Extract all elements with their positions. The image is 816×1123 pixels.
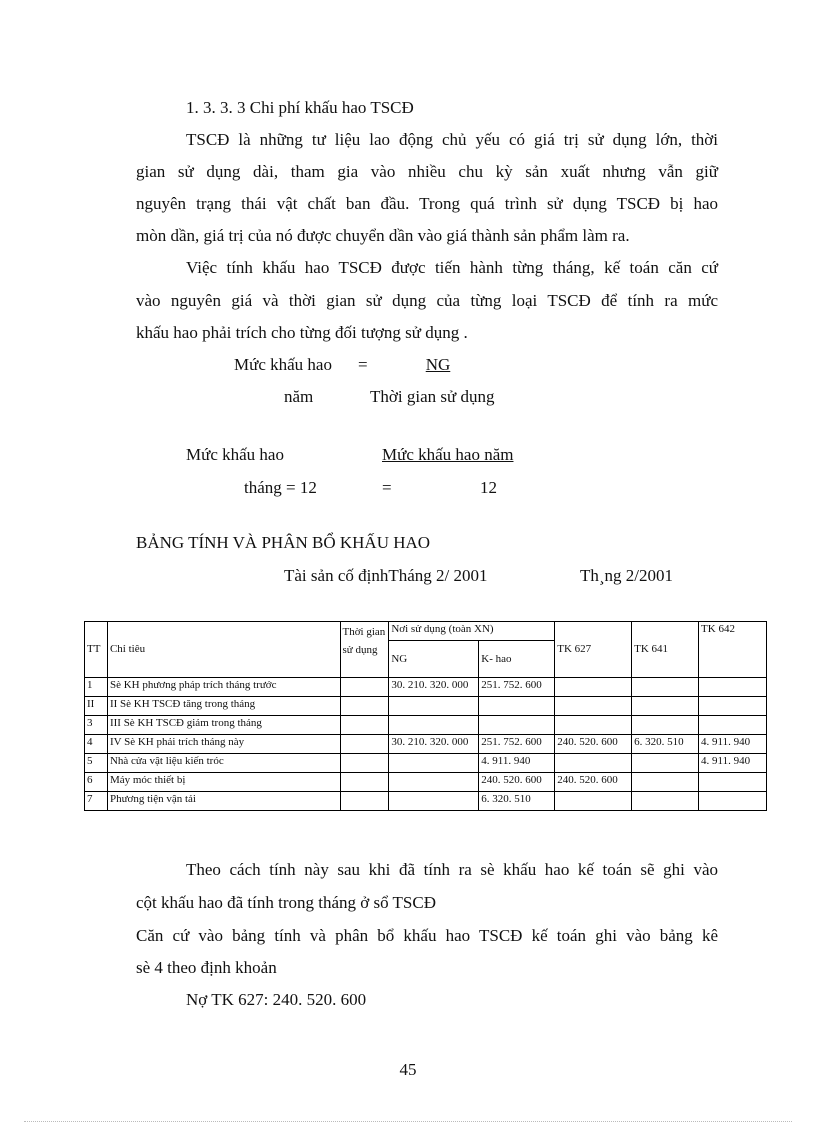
header-tk642: TK 642 <box>699 622 767 678</box>
formula2-denominator: 12 <box>480 478 497 497</box>
table-row <box>85 754 767 773</box>
section-heading: 1. 3. 3. 3 Chi phí khấu hao TSCĐ <box>186 98 414 117</box>
paragraph4-line2: sè 4 theo định khoản <box>136 958 277 977</box>
formula2-label: Mức khấu hao <box>186 445 284 464</box>
formula1-label: Mức khấu hao <box>234 355 332 374</box>
cell-tt: 5 <box>85 754 108 773</box>
cell-chitieu: Máy móc thiết bị <box>107 773 340 792</box>
cell-tk627: 240. 520. 600 <box>555 735 632 754</box>
table-subtitle-date: Th¸ng 2/2001 <box>580 566 674 585</box>
cell-thoigian <box>340 678 389 697</box>
cell-chitieu: III Sè KH TSCĐ giảm trong tháng <box>107 716 340 735</box>
paragraph4-line1: Căn cứ vào bảng tính và phân bổ khấu hao TSCĐ kế toán ghi vào bảng kê <box>136 926 718 945</box>
table-row <box>85 697 767 716</box>
header-khao: K- hao <box>479 641 555 678</box>
table-row <box>85 735 767 754</box>
paragraph2-line3: khấu hao phải trích cho từng đối tượng sử dụng . <box>136 323 468 342</box>
cell-thoigian <box>340 792 389 811</box>
cell-tt: 1 <box>85 678 108 697</box>
cell-tk627 <box>555 716 632 735</box>
cell-ng: 30. 210. 320. 000 <box>389 678 479 697</box>
header-thoigian: Thời gian sử dụng <box>340 622 389 678</box>
cell-tk641 <box>632 678 699 697</box>
cell-tk642 <box>699 697 767 716</box>
header-tk641: TK 641 <box>632 622 699 678</box>
cell-tt: 7 <box>85 792 108 811</box>
formula2-label2: tháng = 12 <box>244 478 317 497</box>
formula1-label2: năm <box>284 387 314 406</box>
cell-tt: 3 <box>85 716 108 735</box>
depreciation-table <box>84 621 767 811</box>
cell-ng <box>389 773 479 792</box>
cell-chitieu: Nhà cửa vật liệu kiến tróc <box>107 754 340 773</box>
cell-chitieu: Sè KH phương pháp trích tháng trước <box>107 678 340 697</box>
cell-khao: 4. 911. 940 <box>479 754 555 773</box>
cell-tk642 <box>699 773 767 792</box>
cell-khao: 240. 520. 600 <box>479 773 555 792</box>
cell-ng <box>389 716 479 735</box>
cell-ng <box>389 697 479 716</box>
paragraph3-line2: cột khấu hao đã tính trong tháng ở sổ TSCĐ <box>136 893 437 912</box>
accounting-entry: Nợ TK 627: 240. 520. 600 <box>186 990 367 1009</box>
paragraph1-line4: mòn dần, giá trị của nó được chuyển dần vào giá thành sản phẩm làm ra. <box>136 226 630 245</box>
header-tt: TT <box>85 622 108 678</box>
table-row <box>85 678 767 697</box>
cell-tk641 <box>632 773 699 792</box>
cell-thoigian <box>340 697 389 716</box>
table-header-row-1 <box>85 622 767 641</box>
cell-khao <box>479 697 555 716</box>
cell-chitieu: II Sè KH TSCĐ tăng trong tháng <box>107 697 340 716</box>
cell-thoigian <box>340 773 389 792</box>
paragraph3-line1: Theo cách tính này sau khi đã tính ra sè khấu hao kế toán sẽ ghi vào <box>186 860 718 879</box>
cell-tk627 <box>555 697 632 716</box>
cell-thoigian <box>340 735 389 754</box>
formula1-numerator: NG <box>425 355 451 374</box>
cell-tk641 <box>632 716 699 735</box>
formula2-equals: = <box>382 478 392 497</box>
paragraph1-line3: nguyên trạng thái vật chất ban đầu. Trong quá trình sử dụng TSCĐ bị hao <box>136 194 718 213</box>
header-tk627: TK 627 <box>555 622 632 678</box>
cell-tk642: 4. 911. 940 <box>699 754 767 773</box>
cell-tk642 <box>699 792 767 811</box>
cell-thoigian <box>340 716 389 735</box>
cell-khao: 251. 752. 600 <box>479 735 555 754</box>
header-chitieu: Chỉ tiêu <box>107 622 340 678</box>
cell-tt: 4 <box>85 735 108 754</box>
table-row <box>85 792 767 811</box>
cell-tt: II <box>85 697 108 716</box>
cell-tk627 <box>555 754 632 773</box>
cell-tk642: 4. 911. 940 <box>699 735 767 754</box>
page-number: 45 <box>399 1060 417 1079</box>
cell-ng: 30. 210. 320. 000 <box>389 735 479 754</box>
formula1-equals: = <box>358 355 368 374</box>
paragraph2-line2: vào nguyên giá và thời gian sử dụng của từng loại TSCĐ để tính ra mức <box>136 291 718 310</box>
cell-tk641 <box>632 754 699 773</box>
cell-ng <box>389 792 479 811</box>
cell-khao: 6. 320. 510 <box>479 792 555 811</box>
cell-chitieu: IV Sè KH phải trích tháng này <box>107 735 340 754</box>
header-noisudung: Nơi sử dụng (toàn XN) <box>389 622 555 641</box>
cell-tk642 <box>699 716 767 735</box>
cell-tk627: 240. 520. 600 <box>555 773 632 792</box>
cell-tt: 6 <box>85 773 108 792</box>
cell-thoigian <box>340 754 389 773</box>
cell-ng <box>389 754 479 773</box>
cell-tk641 <box>632 792 699 811</box>
table-row <box>85 773 767 792</box>
cell-khao <box>479 716 555 735</box>
paragraph2-line1: Việc tính khấu hao TSCĐ được tiến hành từng tháng, kế toán căn cứ <box>186 258 718 277</box>
formula2-numerator: Mức khấu hao năm <box>382 445 514 464</box>
cell-tk641: 6. 320. 510 <box>632 735 699 754</box>
cell-tk627 <box>555 678 632 697</box>
page-footer-rule <box>24 1121 792 1122</box>
formula1-denominator: Thời gian sử dụng <box>370 387 495 406</box>
cell-tk641 <box>632 697 699 716</box>
table-title: BẢNG TÍNH VÀ PHÂN BỔ KHẤU HAO <box>136 533 431 552</box>
cell-khao: 251. 752. 600 <box>479 678 555 697</box>
cell-tk627 <box>555 792 632 811</box>
cell-chitieu: Phương tiện vận tải <box>107 792 340 811</box>
paragraph1-line1: TSCĐ là những tư liệu lao động chủ yếu có giá trị sử dụng lớn, thời <box>186 130 718 149</box>
header-ng: NG <box>389 641 479 678</box>
cell-tk642 <box>699 678 767 697</box>
table-subtitle: Tài sản cố địnhTháng 2/ 2001 <box>284 566 488 585</box>
table-row <box>85 716 767 735</box>
paragraph1-line2: gian sử dụng dài, tham gia vào nhiều chu kỳ sản xuất nhưng vẫn giữ <box>136 162 718 181</box>
